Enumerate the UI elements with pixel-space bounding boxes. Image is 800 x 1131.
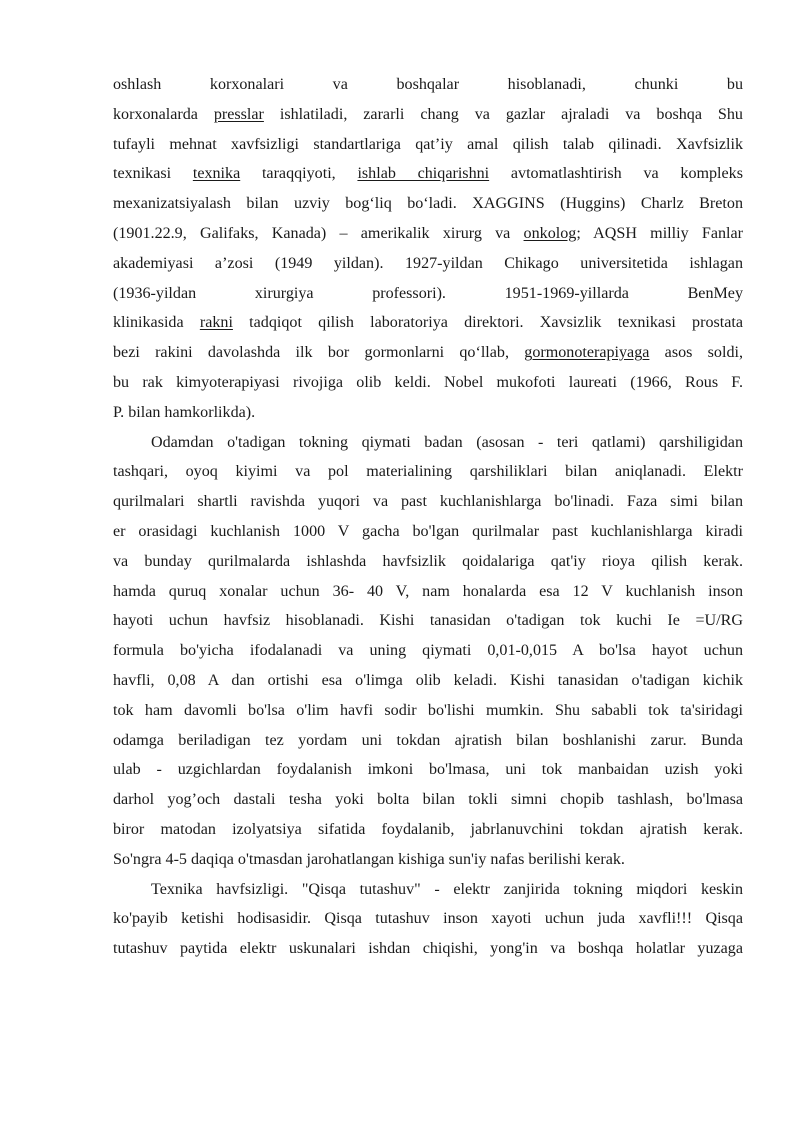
text-line: er orasidagi kuchlanish 1000 V gacha bo'lgan qurilmalar past kuchlanishlarga kiradi: [113, 522, 743, 540]
hyperlink-gormonoterapiyaga[interactable]: gormonoterapiyaga: [524, 344, 650, 362]
text-line: Texnika havfsizligi. "Qisqa tutashuv" - elektr zanjirida tokning miqdori keskin: [151, 880, 743, 898]
hyperlink-presslar[interactable]: presslar: [213, 105, 264, 123]
body-text: [113, 70, 743, 964]
text-run: korxonalarda: [113, 105, 214, 123]
text-line: ulab - uzgichlardan foydalanish imkoni bo'lmasa, uni tok manbaidan uzish yoki: [113, 761, 743, 779]
hyperlink-rakni[interactable]: rakni: [199, 314, 233, 332]
text-line: bu rak kimyoterapiyasi rivojiga olib keldi. Nobel mukofoti laureati (1966, Rous F.: [113, 373, 743, 391]
hyperlink-ishlab-chiqarishni[interactable]: ishlab chiqarishni: [357, 165, 490, 183]
text-line: va bunday qurilmalarda ishlashda havfsizlik qoidalariga qat'iy rioya qilish kerak.: [113, 552, 743, 570]
text-line: (1936-yildan xirurgiya professori). 1951-1969-yillarda BenMey: [113, 284, 743, 302]
text-line: oshlash korxonalari va boshqalar hisoblanadi, chunki bu: [113, 76, 743, 93]
text-run: ; AQSH milliy Fanlar: [576, 224, 743, 242]
text-line: darhol yog’och dastali tesha yoki bolta bilan tokli simni chopib tashlash, bo'lmasa: [113, 791, 743, 809]
text-line: havfli, 0,08 A dan ortishi esa o'limga olib keladi. Kishi tanasidan o'tadigan kichik: [113, 671, 743, 689]
text-run: taraqqiyoti,: [240, 165, 358, 183]
text-line: [113, 100, 743, 130]
text-run: bezi rakini davolashda ilk bor gormonlarni qo‘llab,: [113, 344, 525, 362]
text-line: hamda quruq xonalar uchun 36- 40 V, nam honalarda esa 12 V kuchlanish inson: [113, 582, 743, 600]
hyperlink-texnika[interactable]: texnika: [192, 165, 241, 183]
text-run: texnikasi: [113, 165, 193, 183]
text-run: asos soldi,: [649, 344, 743, 362]
text-line: biror matodan izolyatsiya sifatida foydalanib, jabrlanuvchini tokdan ajratish kerak.: [113, 820, 743, 838]
text-line: [113, 159, 743, 189]
text-line: [113, 219, 743, 249]
text-line: formula bo'yicha ifodalanadi va uning qiymati 0,01-0,015 A bo'lsa hayot uchun: [113, 642, 743, 660]
text-line: akademiyasi a’zosi (1949 yildan). 1927-yildan Chikago universitetida ishlagan: [113, 254, 743, 272]
text-line: ko'payib ketishi hodisasidir. Qisqa tutashuv inson xayoti uchun juda xavfli!!! Qisqa: [113, 910, 743, 928]
text-line: So'ngra 4-5 daqiqa o'tmasdan jarohatlangan kishiga sun'iy nafas berilishi kerak.: [113, 850, 625, 868]
text-line: Odamdan o'tadigan tokning qiymati badan (asosan - teri qatlami) qarshiligidan: [151, 433, 743, 451]
text-line: qurilmalari shartli ravishda yuqori va past kuchlanishlarga bo'linadi. Faza simi bilan: [113, 493, 743, 511]
text-line: mexanizatsiyalash bilan uzviy bog‘liq bo‘ladi. XAGGINS (Huggins) Charlz Breton: [113, 195, 743, 213]
text-line: [113, 308, 743, 338]
text-run: avtomatlashtirish va kompleks: [489, 165, 743, 183]
text-line: tok ham davomli bo'lsa o'lim havfi sodir bo'lishi mumkin. Shu sababli tok ta'siridagi: [113, 701, 743, 719]
text-run: ishlatiladi, zararli chang va gazlar ajraladi va boshqa Shu: [263, 105, 743, 123]
text-run: klinikasida: [113, 314, 200, 332]
text-line: [113, 338, 743, 368]
text-line: P. bilan hamkorlikda).: [113, 403, 256, 421]
text-run: tadqiqot qilish laboratoriya direktori. Xavsizlik texnikasi prostata: [232, 314, 743, 332]
text-line: hayoti uchun havfsiz hisoblanadi. Kishi tanasidan o'tadigan tok kuchi Ie =U/RG: [113, 612, 743, 630]
text-line: tufayli mehnat xavfsizligi standartlariga qat’iy amal qilish talab qilinadi. Xavfsizlik: [113, 135, 743, 153]
text-line: tashqari, oyoq kiyimi va pol materialining qarshiliklari bilan aniqlanadi. Elektr: [113, 463, 743, 481]
text-line: odamga beriladigan tez yordam uni tokdan ajratish bilan boshlanishi zarur. Bunda: [113, 731, 743, 749]
text-line: tutashuv paytida elektr uskunalari ishdan chiqishi, yong'in va boshqa holatlar yuzaga: [113, 940, 743, 958]
hyperlink-onkolog[interactable]: onkolog: [523, 224, 577, 242]
text-run: (1901.22.9, Galifaks, Kanada) – amerikalik xirurg va: [113, 224, 524, 242]
